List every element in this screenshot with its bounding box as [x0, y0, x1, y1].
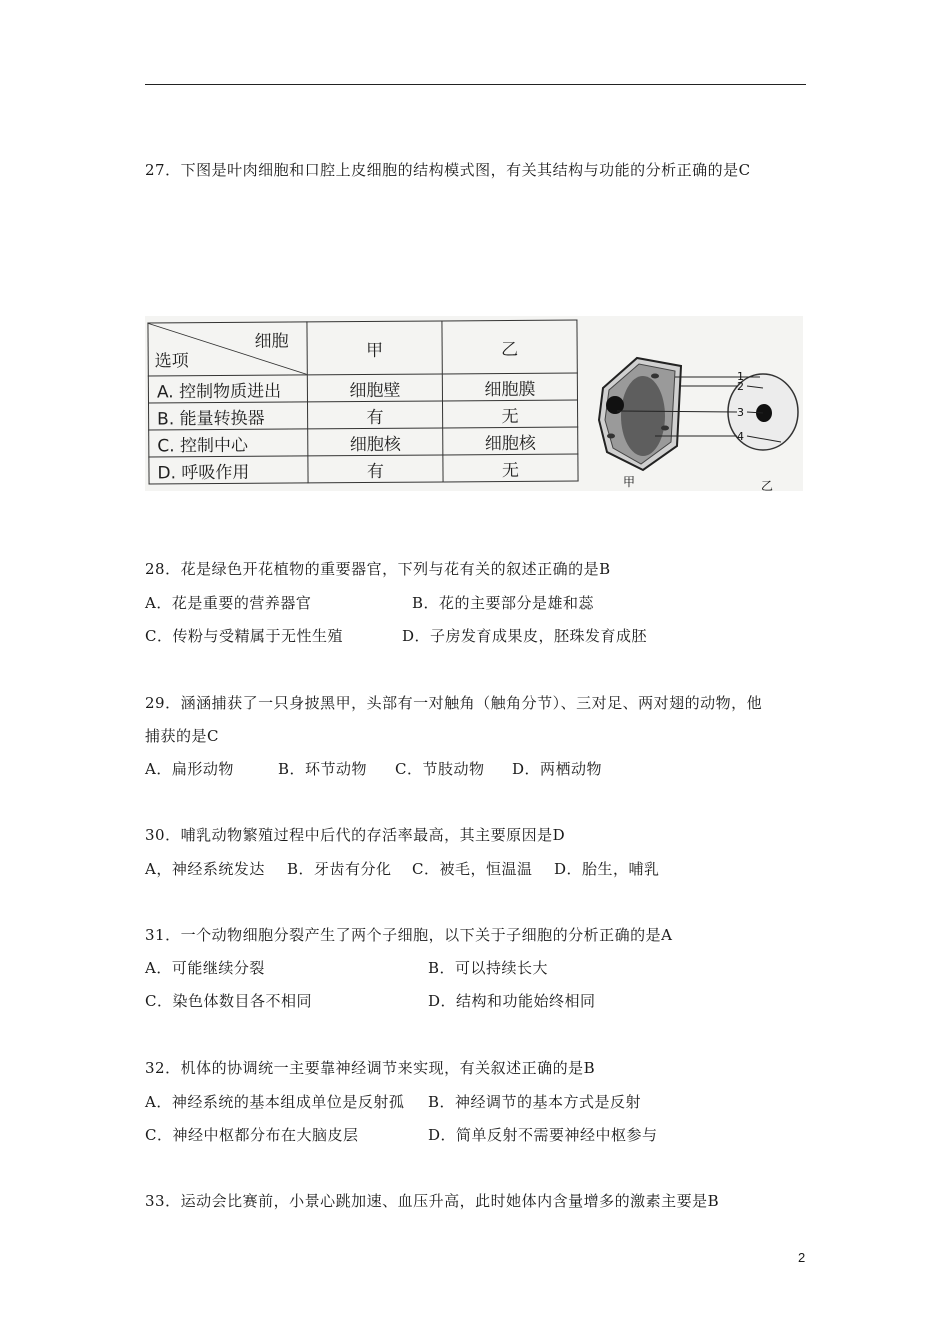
q27-row-option: C. 控制中心 — [149, 429, 308, 457]
q27-row-b: 无 — [442, 400, 577, 428]
q33-stem: 33．运动会比赛前，小景心跳加速、血压升高，此时她体内含量增多的激素主要是B — [145, 1192, 720, 1210]
q27-col-a-header: 甲 — [307, 321, 442, 375]
q29-option-c: C．节肢动物 — [395, 760, 485, 778]
q27-row-b: 无 — [443, 454, 578, 482]
q31-option-d: D．结构和功能始终相同 — [428, 992, 596, 1010]
q27-row-a: 细胞壁 — [307, 374, 442, 402]
q29-option-d: D．两栖动物 — [512, 760, 603, 778]
q32-option-a: A．神经系统的基本组成单位是反射孤 — [145, 1093, 405, 1111]
q31-option-c: C．染色体数目各不相同 — [145, 992, 312, 1010]
q28-option-c: C．传粉与受精属于无性生殖 — [145, 627, 343, 645]
q27-table-row — [148, 373, 577, 403]
q27-row-a: 有 — [308, 455, 443, 483]
label-animal-cell: 乙 — [761, 479, 774, 491]
chloroplast — [607, 434, 615, 439]
cell-diagram — [585, 328, 803, 491]
q28-option-b: B．花的主要部分是雄和蕊 — [412, 594, 595, 612]
q27-row-b: 细胞核 — [443, 427, 578, 455]
marker-2: 2 — [737, 380, 744, 393]
label-plant-cell: 甲 — [623, 475, 636, 489]
plant-cell-vacuole — [621, 376, 665, 456]
q27-table-row — [149, 454, 578, 484]
q31-option-b: B．可以持续长大 — [428, 959, 549, 977]
q27-table-row — [149, 427, 578, 457]
q31-option-a: A．可能继续分裂 — [145, 959, 265, 977]
q28-option-a: A．花是重要的营养器官 — [145, 594, 312, 612]
q27-figure — [145, 316, 803, 491]
q27-row-option: D. 呼吸作用 — [149, 456, 308, 484]
header-rule — [145, 84, 806, 85]
q29-stem-line1: 29．涵涵捕获了一只身披黑甲，头部有一对触角（触角分节）、三对足、两对翅的动物，他 — [145, 694, 763, 712]
chloroplast — [661, 426, 669, 431]
q27-row-option: B. 能量转换器 — [149, 402, 308, 430]
q27-row-a: 有 — [307, 401, 442, 429]
q31-stem: 31．一个动物细胞分裂产生了两个子细胞，以下关于子细胞的分析正确的是A — [145, 926, 673, 944]
q28-option-d: D．子房发育成果皮，胚珠发育成胚 — [402, 627, 648, 645]
q29-option-b: B．环节动物 — [278, 760, 368, 778]
q27-corner-top: 细胞 — [254, 331, 289, 352]
page-number: 2 — [798, 1250, 806, 1265]
q32-option-c: C．神经中枢都分布在大脑皮层 — [145, 1126, 359, 1144]
marker-4: 4 — [737, 430, 744, 443]
q30-option-c: C．被毛，恒温温 — [412, 860, 533, 878]
chloroplast — [651, 374, 659, 379]
q27-table — [147, 320, 578, 485]
q30-option-a: A，神经系统发达 — [145, 860, 265, 878]
q29-stem-line2: 捕获的是C — [145, 727, 219, 745]
marker-1: 1 — [737, 370, 744, 383]
q27-col-b-header: 乙 — [442, 320, 577, 374]
q27-row-option: A. 控制物质进出 — [148, 375, 307, 403]
q29-option-a: A．扁形动物 — [145, 760, 234, 778]
q32-option-d: D．简单反射不需要神经中枢参与 — [428, 1126, 658, 1144]
q30-option-b: B．牙齿有分化 — [287, 860, 392, 878]
q30-option-d: D．胎生，哺乳 — [554, 860, 660, 878]
q27-row-b: 细胞膜 — [442, 373, 577, 401]
q32-option-b: B．神经调节的基本方式是反射 — [428, 1093, 642, 1111]
q27-table-row — [149, 400, 578, 430]
q27-row-a: 细胞核 — [308, 428, 443, 456]
marker-3: 3 — [737, 406, 744, 419]
q30-stem: 30．哺乳动物繁殖过程中后代的存活率最高，其主要原因是D — [145, 826, 566, 844]
q27-corner-bottom: 选项 — [154, 351, 189, 372]
q27-table-corner — [148, 322, 307, 376]
q28-stem: 28．花是绿色开花植物的重要器官，下列与花有关的叙述正确的是B — [145, 560, 611, 578]
q27-stem: 27．下图是叶肉细胞和口腔上皮细胞的结构模式图，有关其结构与功能的分析正确的是C — [145, 161, 751, 179]
q32-stem: 32．机体的协调统一主要靠神经调节来实现，有关叙述正确的是B — [145, 1059, 596, 1077]
